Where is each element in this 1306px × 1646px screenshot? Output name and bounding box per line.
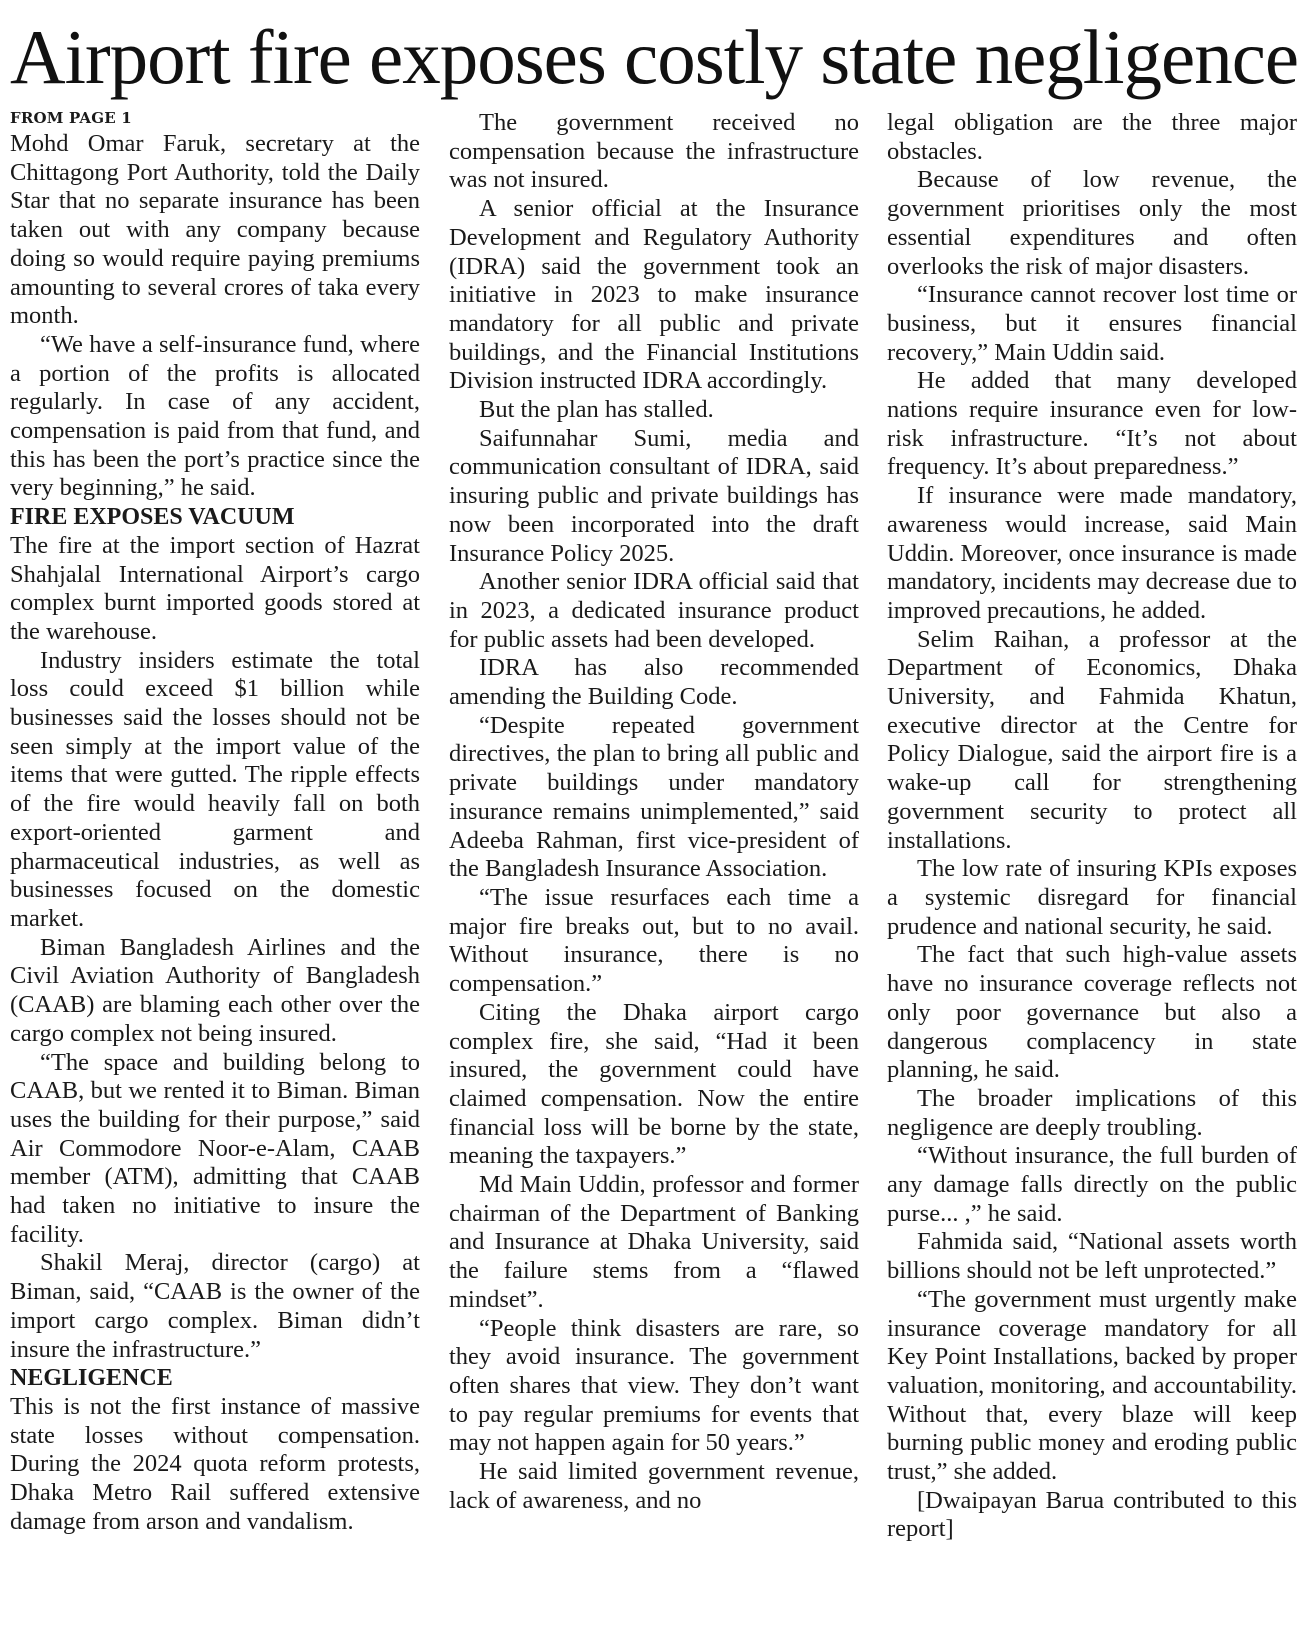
- paragraph: If insurance were made mandatory, awareness would increase, said Main Uddin. Moreover, once insurance is made mandatory, incidents may decrease due to improved precautions, he added.: [887, 482, 1297, 624]
- paragraph: “Without insurance, the full burden of any damage falls directly on the public purse... ,” he said.: [887, 1142, 1297, 1227]
- article-column-1: [10, 109, 420, 1639]
- paragraph: This is not the first instance of massive state losses without compensation. During the 2024 quota reform protests, Dhaka Metro Rail suffered extensive damage from arson and vandalism.: [10, 1392, 420, 1535]
- paragraph: He said limited government revenue, lack of awareness, and no: [449, 1458, 859, 1514]
- paragraph: The fact that such high-value assets have no insurance coverage reflects not only poor governance but also a dangerous complacency in state planning, he said.: [887, 941, 1297, 1084]
- paragraph: The fire at the import section of Hazrat Shahjalal International Airport’s cargo complex burnt imported goods stored at the warehouse.: [10, 531, 420, 645]
- subhead-negligence: NEGLIGENCE: [10, 1365, 173, 1392]
- paragraph: Md Main Uddin, professor and former chairman of the Department of Banking and Insurance at Dhaka University, said the failure stems from a “flawed mindset”.: [449, 1171, 859, 1313]
- paragraph: “The government must urgently make insurance coverage mandatory for all Key Point Installations, backed by proper valuation, monitoring, and accountability. Without that, every blaze will keep burning public money and eroding public trust,” she added.: [887, 1285, 1297, 1486]
- paragraph: “Despite repeated government directives, the plan to bring all public and private buildings under mandatory insurance remains unimplemented,” said Adeeba Rahman, first vice-president of the Bangladesh Insurance Association.: [449, 711, 859, 883]
- paragraph: Mohd Omar Faruk, secretary at the Chittagong Port Authority, told the Daily Star that no separate insurance has been taken out with any company because doing so would require paying premiums amounting to several crores of taka every month.: [10, 130, 420, 330]
- paragraph: “The space and building belong to CAAB, but we rented it to Biman. Biman uses the building for their purpose,” said Air Commodore Noor-e-Alam, CAAB member (ATM), admitting that CAAB had taken no initiative to insure the facility.: [10, 1048, 420, 1248]
- paragraph: A senior official at the Insurance Development and Regulatory Authority (IDRA) said the government took an initiative in 2023 to make insurance mandatory for all public and private buildings, and the Financial Institutions Division instructed IDRA accordingly.: [449, 195, 859, 395]
- paragraph: Industry insiders estimate the total loss could exceed $1 billion while businesses said the losses should not be seen simply at the import value of the items that were gutted. The ripple effects of the fire would heavily fall on both export-oriented garment and pharmaceutical industries, as well as businesses focused on the domestic market.: [10, 646, 420, 932]
- paragraph: Shakil Meraj, director (cargo) at Biman, said, “CAAB is the owner of the import cargo complex. Biman didn’t insure the infrastructure.”: [10, 1249, 420, 1363]
- paragraph: Selim Raihan, a professor at the Department of Economics, Dhaka University, and Fahmida Khatun, executive director at the Centre for Policy Dialogue, said the airport fire is a wake-up call for strengthening government security to protect all installations.: [887, 625, 1297, 854]
- paragraph: But the plan has stalled.: [479, 396, 714, 424]
- paragraph: Citing the Dhaka airport cargo complex fire, she said, “Had it been insured, the government could have claimed compensation. Now the entire financial loss will be borne by the state, meaning the taxpayers.”: [449, 998, 859, 1170]
- paragraph: IDRA has also recommended amending the Building Code.: [449, 654, 859, 711]
- paragraph: “Insurance cannot recover lost time or business, but it ensures financial recovery,” Main Uddin said.: [887, 281, 1297, 366]
- paragraph: “We have a self-insurance fund, where a portion of the profits is allocated regularly. In case of any accident, compensation is paid from that fund, and this has been the port’s practice since the very beginning,” he said.: [10, 330, 420, 502]
- paragraph: Because of low revenue, the government prioritises only the most essential expenditures and often overlooks the risk of major disasters.: [887, 166, 1297, 280]
- headline: Airport fire exposes costly state negligence: [10, 14, 1299, 100]
- paragraph: The broader implications of this negligence are deeply troubling.: [887, 1084, 1297, 1141]
- paragraph: Saifunnahar Sumi, media and communication consultant of IDRA, said insuring public and private buildings has now been incorporated into the draft Insurance Policy 2025.: [449, 424, 859, 567]
- article-column-2: [449, 109, 859, 1639]
- article-column-3: [887, 109, 1297, 1639]
- paragraph: Biman Bangladesh Airlines and the Civil Aviation Authority of Bangladesh (CAAB) are blaming each other over the cargo complex not being insured.: [10, 933, 420, 1047]
- paragraph: He added that many developed nations require insurance even for low-risk infrastructure. “It’s not about frequency. It’s about preparedness.”: [887, 367, 1297, 481]
- subhead-fire-exposes-vacuum: FIRE EXPOSES VACUUM: [10, 504, 295, 531]
- paragraph: “The issue resurfaces each time a major fire breaks out, but to no avail. Without insurance, there is no compensation.”: [449, 883, 859, 998]
- article-body: [10, 109, 1300, 1639]
- paragraph: legal obligation are the three major obstacles.: [887, 109, 1297, 165]
- paragraph: The low rate of insuring KPIs exposes a systemic disregard for financial prudence and national security, he said.: [887, 855, 1297, 940]
- continued-from-kicker: FROM PAGE 1: [10, 109, 132, 127]
- paragraph: “People think disasters are rare, so they avoid insurance. The government often shares that view. They don’t want to pay regular premiums for events that may not happen again for 50 years.”: [449, 1314, 859, 1457]
- paragraph: Another senior IDRA official said that in 2023, a dedicated insurance product for public assets had been developed.: [449, 568, 859, 653]
- paragraph: Fahmida said, “National assets worth billions should not be left unprotected.”: [887, 1228, 1297, 1285]
- paragraph: The government received no compensation because the infrastructure was not insured.: [449, 109, 859, 194]
- contributor-credit: [Dwaipayan Barua contributed to this report]: [887, 1486, 1297, 1543]
